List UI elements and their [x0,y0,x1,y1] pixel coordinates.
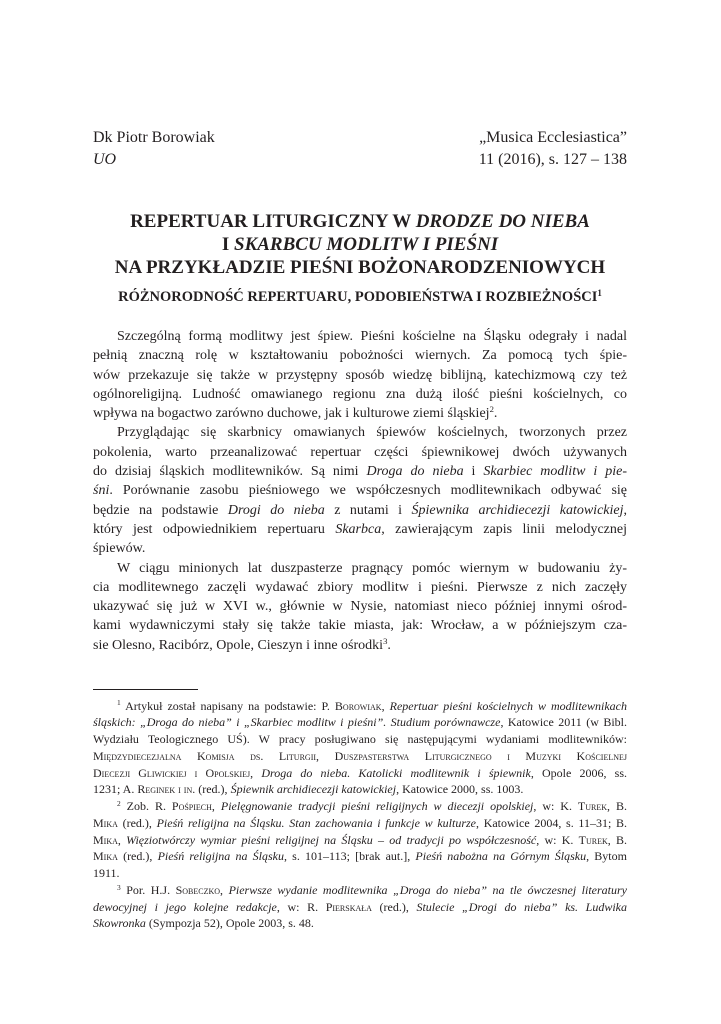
title-run: REPERTUAR LITURGICZNY W [130,211,416,232]
text-run: pełnią znaczną rolę w kształtowaniu pobożności wiernych. Za pomocą tych śpie- [93,348,627,364]
footnote-line [93,798,627,815]
italic-run: dewocyjnej i jego kolejne redakcje [93,899,277,914]
small-caps-run: Turek [577,799,608,813]
text-run: , [250,765,262,780]
text-run: do dzisiaj śląskich modlitewników. Są nimi [93,464,367,480]
text-run: 1911. [93,866,120,880]
footnote-line [93,748,627,765]
title-italic-run: SKARBCU MODLITW I PIEŚNI [234,234,499,255]
italic-run: Więziotwórczy wymiar pieśni religijnej na Śląsku – od tradycji po współczesność [126,832,537,847]
body-line [93,559,627,578]
text-run: , B. [607,832,628,847]
text-run: , [381,698,390,713]
footnote-line [93,698,627,715]
body-line [93,404,627,423]
text-run: będzie na podstawie [93,502,228,518]
footnote-number: 3 [117,882,121,892]
italic-run: Śpiewnik archidiecezji katowickiej [230,782,397,797]
footnote-number: 2 [117,798,121,808]
small-caps-run: Mika [93,849,118,864]
italic-run: Śpiewnika archidiecezji katowickiej [411,502,624,518]
text-run: (red.), [195,782,231,797]
text-run: który jest odpowiednikiem repertuaru [93,521,336,537]
italic-run: Skarbiec modlitw i pie- [483,464,627,480]
footnote-line [93,915,627,932]
text-run: , Katowice 2000, ss. 1003. [396,782,524,797]
text-run: Wydziału Teologicznego UŚ). W pracy posługiwano się następującymi wydaniami modlitewników: [93,732,627,746]
text-run: wpływa na bogactwo zarówno duchowe, jak i kulturowe ziemi śląskiej [93,406,490,422]
text-run: kami wydawniczymi stały się także takie miasta, jak: Wrocław, a w późniejszym cza- [93,618,627,634]
small-caps-run: Międzydiecezjalna Komisja ds. Liturgii, Duszpasterstwa Liturgicznego i Muzyki Kościelnej [93,748,627,763]
footnotes [93,698,627,933]
title-line [93,256,627,279]
italic-run: Droga do nieba. Katolicki modlitewnik i śpiewnik [261,765,531,780]
italic-run: Pieśń nabożna na Górnym Śląsku [415,849,587,864]
author-affiliation: UO [93,151,117,168]
text-run: . [493,406,498,422]
text-run: . [387,637,391,653]
text-run: , [211,799,221,813]
body-line [93,385,627,404]
text-run: (Sympozja 52), Opole 2003, s. 48. [145,916,314,931]
italic-run: śląskich: „Droga do nieba” i „Skarbiec modlitw i pieśni”. Studium porównawcze [93,715,501,730]
title-line [93,210,627,233]
text-run: W ciągu minionych lat duszpasterze pragnący pomóc wiernym w budowaniu ży- [117,560,627,576]
text-run: Szczególną formą modlitwy jest śpiew. Pieśni kościelne na Śląsku odegrały i nadal [117,329,627,344]
author-name: Dk Piotr Borowiak [93,129,215,146]
footnote-line [93,815,627,832]
text-run: , w: K. [533,799,578,813]
text-run: Artykuł został napisany na podstawie: P. [120,698,335,713]
text-run: , s. 101–113; [brak aut.], [283,849,416,864]
italic-run: Pieśń religijna na Śląsku. Stan zachowania i funkcje w kulturze [156,815,476,830]
article-header-right [479,127,627,171]
italic-run: Pierwsze wydanie modlitewnika „Droga do nieba” na tle ówczesnej literatury [228,882,628,897]
text-run: cia modlitewnego zaczęli wydawać zbiory modlitw i pieśni. Pierwsze z nich zaczęły [93,579,627,595]
text-run: ogólnoreligijną. Ludność omawianego regionu zna dużą ilość pieśni kościelnych, co [93,386,627,402]
body-line [93,636,627,655]
italic-run: Skowronka [93,916,146,931]
text-run: , Katowice 2004, s. 11–31; B. [476,815,627,830]
journal-issue: 11 (2016), s. 127 – 138 [478,151,627,168]
small-caps-run: Diecezji Gliwickiej i Opolskiej [93,765,251,780]
article-header-left [93,127,215,171]
text-run: , w: R. [276,899,326,914]
italic-run: Droga do nieba [366,464,464,480]
body-line [93,443,627,462]
body-line [93,366,627,385]
body-line [93,578,627,597]
body-line [93,481,627,500]
italic-run: Skarbca [335,521,382,537]
article-subtitle [93,287,627,307]
text-run: śpiewów. [93,541,146,557]
text-run: . Porównanie zasobu pieśniowego we współczesnych modlitewnikach odbywać się [109,483,627,499]
italic-run: Drogi do nieba [227,502,325,518]
title-line [93,233,627,256]
small-caps-run: Borowiak [334,698,382,713]
small-caps-run: Sobeczko [175,882,221,897]
text-run: 1231; A. [93,782,138,797]
text-run: Przyglądając się skarbnicy omawianych śpiewów kościelnych, tworzonych przez [117,425,627,441]
text-run: Zob. R. [120,799,172,813]
title-run: I [221,234,234,255]
text-run: Por. H.J. [120,882,176,897]
small-caps-run: Turek [578,832,608,847]
article-body [93,327,627,655]
text-run: , [623,502,627,518]
body-line [93,616,627,635]
italic-run: Stulecie „Drogi do nieba” ks. Ludwika [416,899,627,914]
subtitle-text: RÓŻNORODNOŚĆ REPERTUARU, PODOBIEŃSTWA I ROZBIEŻNOŚCI [118,289,598,305]
small-caps-run: Pośpiech [171,799,212,813]
body-line [93,423,627,442]
text-run: , Katowice 2011 (w Bibl. [500,715,627,730]
small-caps-run: Mika [93,832,118,847]
text-run: (red.), [117,849,158,864]
body-line [93,539,627,558]
body-line [93,462,627,481]
body-line [93,327,627,346]
text-run: (red.), [371,899,417,914]
text-run: , Opole 2006, ss. [530,765,628,780]
text-run: wów przekazuje się także w przystępny sposób wiedzę biblijną, katechizmową czy też [93,367,627,383]
small-caps-run: Reginek i in. [137,782,196,797]
footnote-reference: 2 [489,404,494,415]
text-run: , zawierającym zapis linii melodycznej [381,521,628,537]
text-run: , [117,832,127,847]
italic-run: Pieśń religijna na Śląsku [157,849,284,864]
text-run: , w: K. [536,832,579,847]
article-title [93,210,627,279]
footnote-line [93,765,627,782]
text-run: , Bytom [586,849,627,864]
footnote-number: 1 [117,698,121,708]
small-caps-run: Mika [93,815,118,830]
text-run: i [463,464,484,480]
text-run: z nutami i [324,502,412,518]
text-run: , B. [607,799,627,813]
body-line [93,597,627,616]
footnote-line [93,781,627,798]
small-caps-run: Pierskała [325,899,372,914]
footnote-line [93,865,627,882]
text-run: sie Olesno, Racibórz, Opole, Cieszyn i inne ośrodki [93,637,384,653]
footnote-separator [93,689,198,690]
body-line [93,346,627,365]
footnote-reference: 3 [383,635,388,646]
title-italic-run: DRODZE DO NIEBA [415,211,590,232]
footnote-line [93,882,627,899]
footnote-line [93,832,627,849]
footnote-line [93,899,627,916]
body-line [93,520,627,539]
italic-run: Repertuar pieśni kościelnych w modlitewnikach [389,698,628,713]
italic-run: Pielęgnowanie tradycji pieśni religijnych w diecezji opolskiej [220,799,534,813]
text-run: pokolenia, warto przeanalizować repertuar części śpiewnikowej dwóch używanych [93,444,627,460]
footnote-line [93,848,627,865]
title-run: NA PRZYKŁADZIE PIEŚNI BOŻONARODZENIOWYCH [114,257,606,278]
footnote-line [93,714,627,731]
italic-run: śni [93,483,110,499]
text-run: (red.), [117,815,157,830]
journal-name: „Musica Ecclesiastica” [479,129,627,146]
body-line [93,501,627,520]
text-run: , [220,882,229,897]
footnote-line [93,731,627,748]
text-run: ukazywać się już w XVI w., głównie w Nysie, natomiast nieco później innymi ośrod- [93,599,627,615]
footnote-reference: 1 [597,288,602,299]
